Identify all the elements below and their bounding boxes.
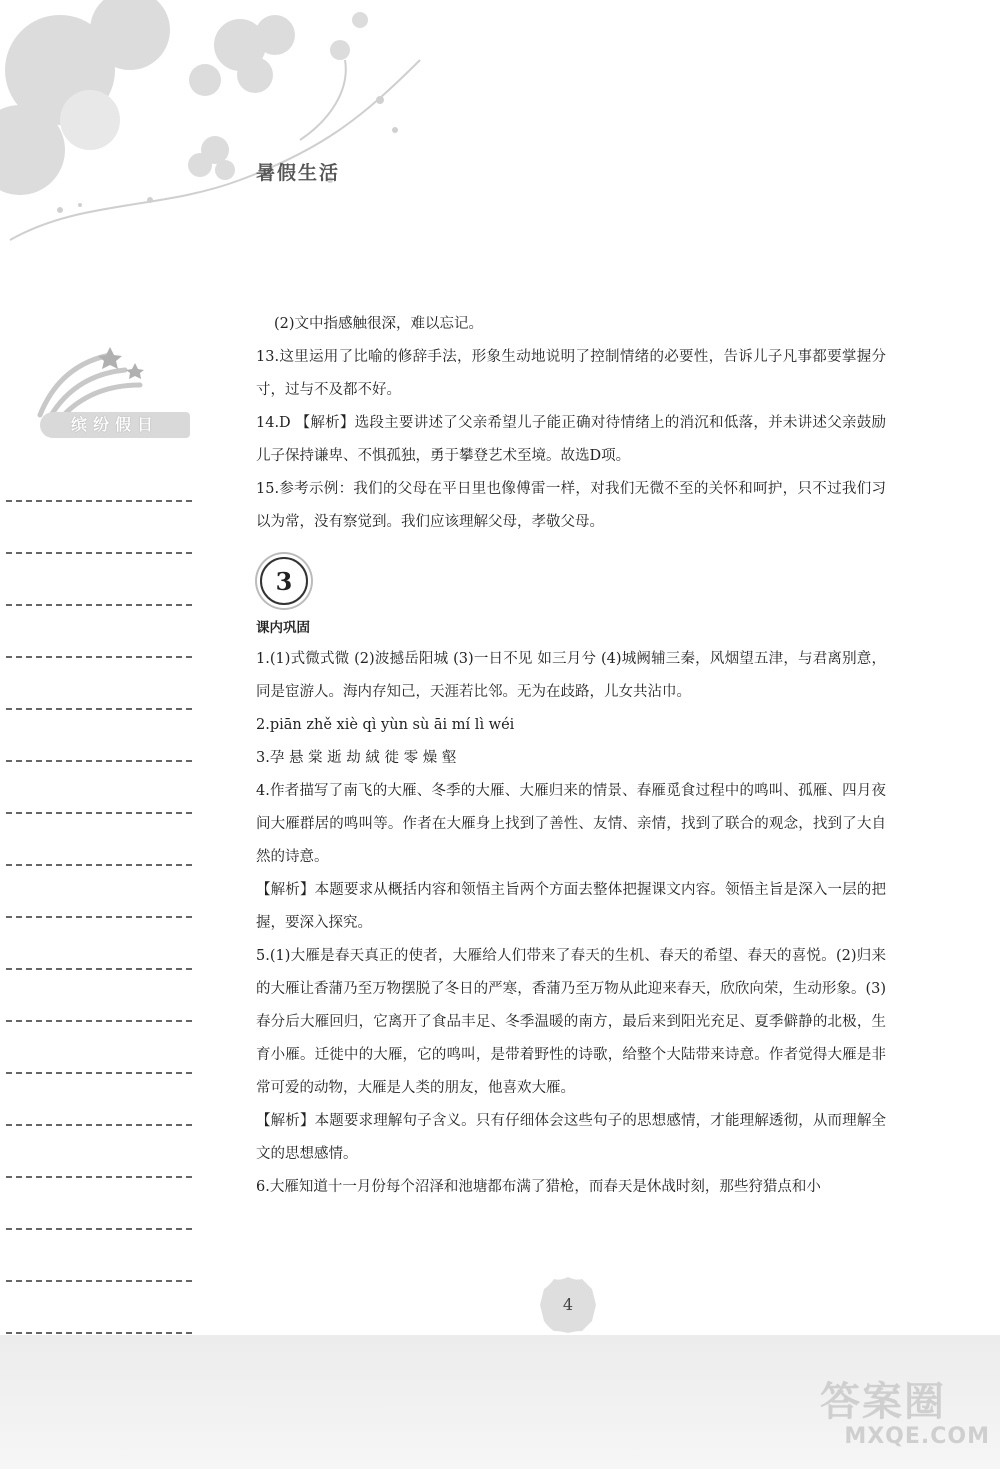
header-title: 暑假生活 <box>256 162 341 184</box>
note-line <box>6 658 192 710</box>
note-line <box>6 606 192 658</box>
note-line <box>6 814 192 866</box>
note-line <box>6 1022 192 1074</box>
sidebar-badge-label: 缤纷假日 <box>40 412 190 438</box>
note-line <box>6 1282 192 1334</box>
answer-paragraph: 2.piān zhě xiè qì yùn sù āi mí lì wéi <box>256 717 515 733</box>
answer-paragraph: 6.大雁知道十一月份每个沼泽和池塘都布满了猎枪，而春天是休战时刻，那些狩猎点和小 <box>256 1179 821 1195</box>
note-line <box>6 1230 192 1282</box>
watermark-line1: 答案圈 <box>820 1379 946 1425</box>
note-lines <box>6 450 192 1334</box>
section-number: 3 <box>275 566 293 596</box>
answer-paragraph: (2)文中指感触很深，难以忘记。 <box>274 316 484 332</box>
subheading: 课内巩固 <box>256 620 310 636</box>
floral-decoration <box>0 0 460 280</box>
answer-paragraph: 1.(1)式微式微 (2)波撼岳阳城 (3)一日不见 如三月兮 (4)城阙辅三秦，风烟望五津，与君离别意，同是宦游人。海内存知己，天涯若比邻。无为在歧路，儿女共沾巾。 <box>256 651 886 700</box>
note-line <box>6 710 192 762</box>
note-line <box>6 1074 192 1126</box>
answer-paragraph: 【解析】本题要求从概括内容和领悟主旨两个方面去整体把握课文内容。领悟主旨是深入一层的把握，要深入探究。 <box>256 882 886 931</box>
note-line <box>6 554 192 606</box>
note-line <box>6 762 192 814</box>
note-line <box>6 866 192 918</box>
page-number: 4 <box>562 1295 574 1314</box>
note-line <box>6 1178 192 1230</box>
answer-paragraph: 13.这里运用了比喻的修辞手法，形象生动地说明了控制情绪的必要性，告诉儿子凡事都要掌握分寸，过与不及都不好。 <box>256 349 886 398</box>
section-number-badge <box>260 557 308 605</box>
answer-paragraph: 5.(1)大雁是春天真正的使者，大雁给人们带来了春天的生机、春天的希望、春天的喜悦。(2)归来的大雁让香蒲乃至万物摆脱了冬日的严寒，香蒲乃至万物从此迎来春天，欣欣向荣，生动形象。(3)春分后大雁回归，它离开了食品丰足、冬季温暖的南方，最后来到阳光充足、夏季僻静的北极，生育小雁。迁徙中的大雁，它的鸣叫，是带着野性的诗歌，给整个大陆带来诗意。作者觉得大雁是非常可爱的动物，大雁是人类的朋友，他喜欢大雁。 <box>256 948 886 1096</box>
answer-paragraph: 3.孕 悬 棠 逝 劫 絨 徙 零 燥 壑 <box>256 750 457 766</box>
note-line <box>6 1126 192 1178</box>
answer-paragraph: 【解析】本题要求理解句子含义。只有仔细体会这些句子的思想感情，才能理解透彻，从而理解全文的思想感情。 <box>256 1113 886 1162</box>
note-line <box>6 918 192 970</box>
page-number-badge <box>538 1275 598 1335</box>
note-line <box>6 450 192 502</box>
answer-paragraph: 14.D 【解析】选段主要讲述了父亲希望儿子能正确对待情绪上的消沉和低落，并未讲述父亲鼓励儿子保持谦卑、不惧孤独，勇于攀登艺术至境。故选D项。 <box>256 415 886 464</box>
watermark-line2: MXQE.COM <box>844 1424 990 1449</box>
note-line <box>6 502 192 554</box>
note-line <box>6 970 192 1022</box>
answer-paragraph: 15.参考示例：我们的父母在平日里也像傅雷一样，对我们无微不至的关怀和呵护，只不过我们习以为常，没有察觉到。我们应该理解父母，孝敬父母。 <box>256 481 886 530</box>
answer-content <box>256 308 886 1204</box>
watermark <box>820 1380 990 1460</box>
answer-paragraph: 4.作者描写了南飞的大雁、冬季的大雁、大雁归来的情景、春雁觅食过程中的鸣叫、孤雁、四月夜间大雁群居的鸣叫等。作者在大雁身上找到了善性、友情、亲情，找到了联合的观念，找到了大自然的诗意。 <box>256 783 886 865</box>
